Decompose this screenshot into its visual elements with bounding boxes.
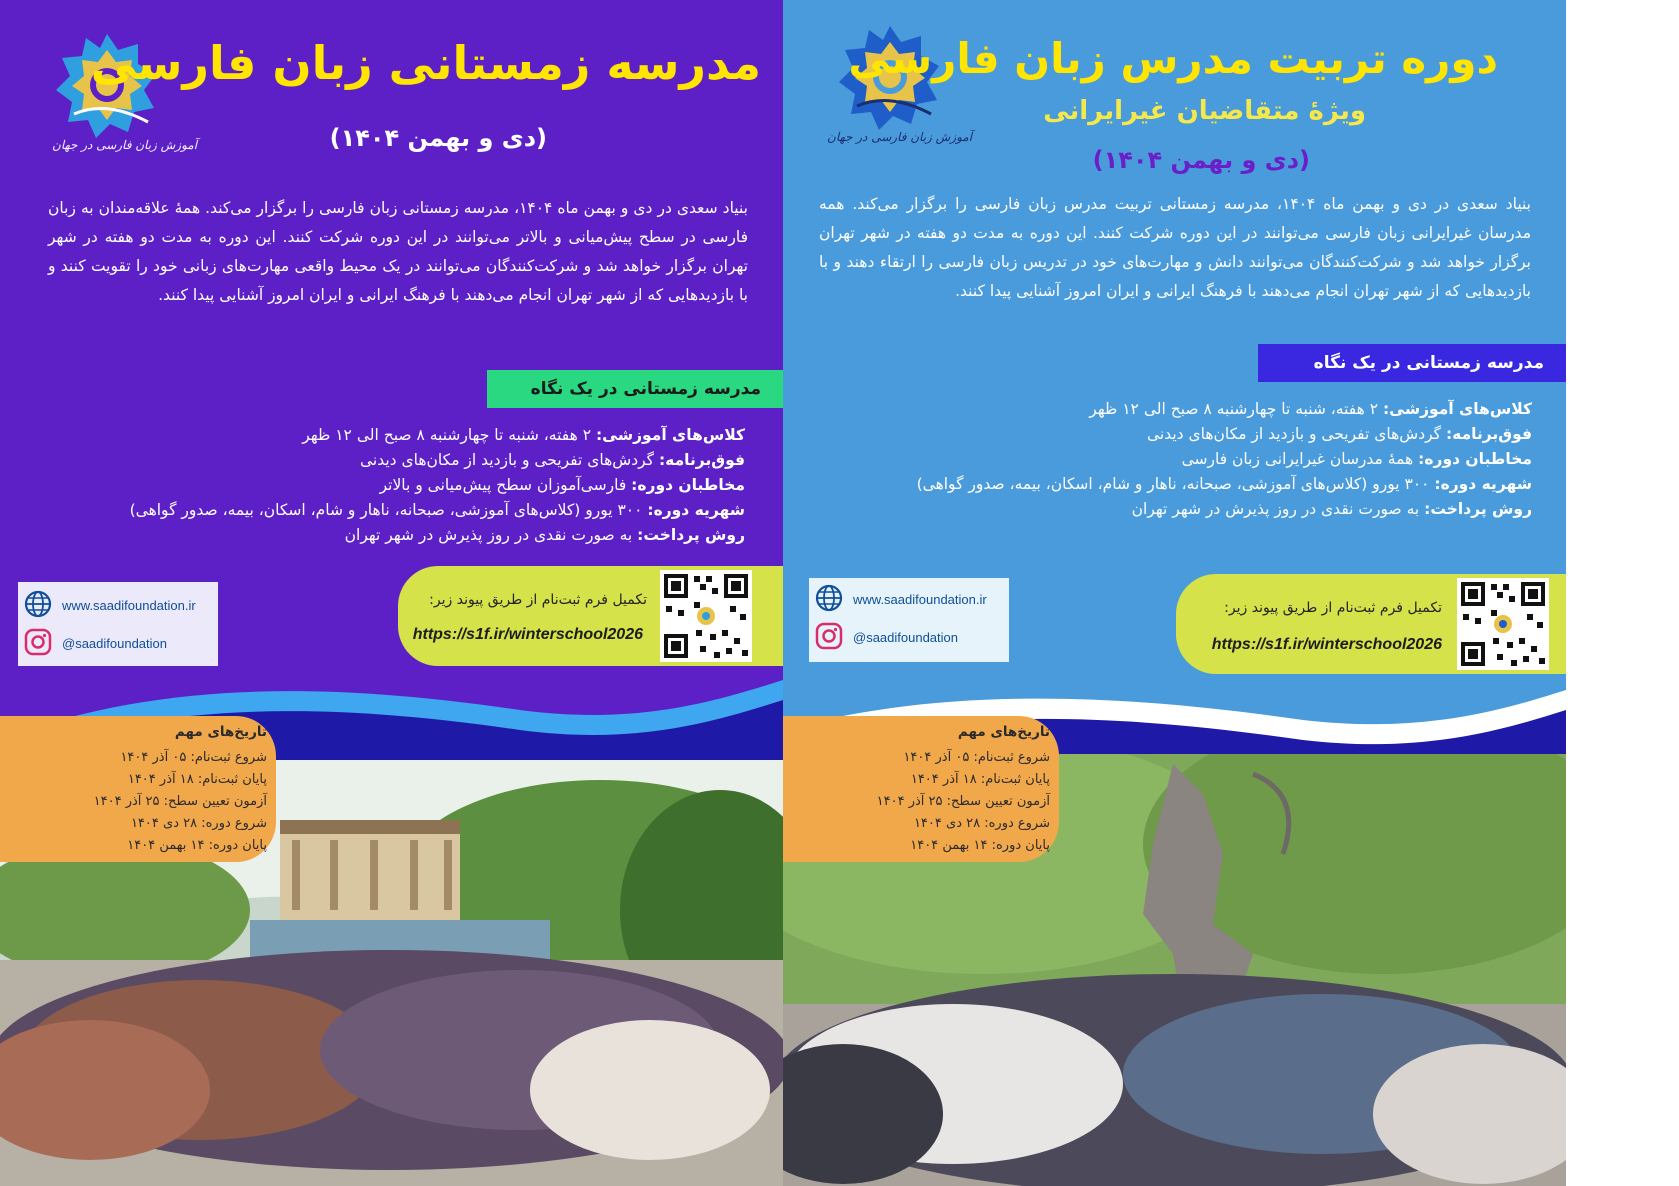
contact-box: [18, 582, 218, 666]
date-item: پایان دوره: ۱۴ بهمن ۱۴۰۴: [127, 838, 267, 853]
date-item: شروع دوره: ۲۸ دی ۱۴۰۴: [913, 816, 1050, 831]
date-item: پایان دوره: ۱۴ بهمن ۱۴۰۴: [910, 838, 1050, 853]
registration-link[interactable]: https://s1f.ir/winterschool2026: [1211, 636, 1442, 653]
registration-text: تکمیل فرم ثبت‌نام از طریق پیوند زیر:: [1224, 600, 1442, 616]
fact-row: فوق‌برنامه: گردش‌های تفریحی و بازدید از مکان‌های دیدنی: [1147, 425, 1532, 443]
date-item: شروع ثبت‌نام: ۰۵ آذر ۱۴۰۴: [903, 750, 1050, 765]
poster-date-range: (دی و بهمن ۱۴۰۴): [1092, 146, 1310, 174]
instagram-link[interactable]: @saadifoundation: [815, 622, 958, 652]
fact-row: شهریه دوره: ۳۰۰ یورو (کلاس‌های آموزشی، صبحانه، ناهار و شام، اسکان، بیمه، صدور گواهی): [916, 475, 1532, 493]
fact-row: مخاطبان دوره: فارسی‌آموزان سطح پیش‌میانی و بالاتر: [379, 476, 745, 494]
at-a-glance-heading: مدرسه زمستانی در یک نگاه: [1258, 344, 1566, 382]
winter-school-poster: [0, 0, 783, 1186]
facts-list: [130, 423, 745, 548]
globe-icon: [815, 584, 843, 615]
important-dates-title: تاریخ‌های مهم: [957, 724, 1050, 740]
at-a-glance-heading: مدرسه زمستانی در یک نگاه: [487, 370, 783, 408]
registration-text: تکمیل فرم ثبت‌نام از طریق پیوند زیر:: [429, 592, 647, 608]
date-item: آزمون تعیین سطح: ۲۵ آذر ۱۴۰۴: [93, 794, 267, 809]
qr-code-icon[interactable]: [1457, 578, 1549, 670]
fact-row: روش پرداخت: به صورت نقدی در روز پذیرش در شهر تهران: [344, 526, 745, 544]
fact-row: شهریه دوره: ۳۰۰ یورو (کلاس‌های آموزشی، صبحانه، ناهار و شام، اسکان، بیمه، صدور گواهی): [129, 501, 745, 519]
instagram-link[interactable]: @saadifoundation: [24, 628, 167, 658]
date-item: شروع ثبت‌نام: ۰۵ آذر ۱۴۰۴: [120, 750, 267, 765]
fact-row: روش پرداخت: به صورت نقدی در روز پذیرش در شهر تهران: [1131, 500, 1532, 518]
website-link[interactable]: www.saadifoundation.ir: [815, 584, 987, 614]
important-dates-title: تاریخ‌های مهم: [174, 724, 267, 740]
poster-title: دوره تربیت مدرس زبان فارسی: [848, 34, 1498, 83]
date-item: پایان ثبت‌نام: ۱۸ آذر ۱۴۰۴: [910, 772, 1050, 787]
poster-subtitle: ویژهٔ متقاضیان غیرایرانی: [1043, 96, 1366, 126]
instagram-icon: [815, 622, 843, 653]
qr-code-icon[interactable]: [660, 570, 752, 662]
poster-subtitle: (دی و بهمن ۱۴۰۴): [329, 124, 547, 152]
fact-row: مخاطبان دوره: همهٔ مدرسان غیرایرانی زبان فارسی: [1181, 450, 1532, 468]
intro-paragraph: بنیاد سعدی در دی و بهمن ماه ۱۴۰۴، مدرسه زمستانی زبان فارسی را برگزار می‌کند. همهٔ علاقه‌مندان به زبان فارسی در سطح پیش‌میانی و بالاتر می‌توانند در این دوره شرکت کنند. این دوره به مدت دو هفته در شهر تهران برگزار خواهد شد و شرکت‌کنندگان می‌توانند در یک محیط واقعی مهارت‌های زبانی خود را تقویت کنند و با بازدیدهایی که از شهر تهران انجام می‌دهند با فرهنگ ایرانی و ایران امروز آشنایی پیدا کنند.: [48, 199, 748, 304]
intro-paragraph: بنیاد سعدی در دی و بهمن ماه ۱۴۰۴، مدرسه زمستانی تربیت مدرس زبان فارسی را برگزار می‌کند. همه مدرسان غیرایرانی زبان فارسی می‌توانند در این دوره شرکت کنند. این دوره به مدت دو هفته در شهر تهران برگزار خواهد شد و شرکت‌کنندگان می‌توانند دانش و مهارت‌های خود در تدریس زبان فارسی را ارتقاء دهند و با بازدیدهایی که از شهر تهران انجام می‌دهند با فرهنگ ایرانی و ایران امروز آشنایی پیدا کنند.: [819, 195, 1531, 300]
logo-caption: آموزش زبان فارسی در جهان: [827, 130, 973, 144]
facts-list: [917, 397, 1532, 522]
teacher-training-poster: [783, 0, 1566, 1186]
logo-caption: آموزش زبان فارسی در جهان: [52, 138, 198, 152]
fact-row: کلاس‌های آموزشی: ۲ هفته، شنبه تا چهارشنبه ۸ صبح الی ۱۲ ظهر: [302, 426, 745, 444]
instagram-icon: [24, 628, 52, 659]
fact-row: کلاس‌های آموزشی: ۲ هفته، شنبه تا چهارشنبه ۸ صبح الی ۱۲ ظهر: [1089, 400, 1532, 418]
website-link[interactable]: www.saadifoundation.ir: [24, 590, 196, 620]
globe-icon: [24, 590, 52, 621]
date-item: پایان ثبت‌نام: ۱۸ آذر ۱۴۰۴: [127, 772, 267, 787]
registration-link[interactable]: https://s1f.ir/winterschool2026: [412, 626, 643, 643]
contact-box: [809, 578, 1009, 662]
poster-title: مدرسه زمستانی زبان فارسی: [90, 36, 761, 90]
date-item: شروع دوره: ۲۸ دی ۱۴۰۴: [130, 816, 267, 831]
fact-row: فوق‌برنامه: گردش‌های تفریحی و بازدید از مکان‌های دیدنی: [360, 451, 745, 469]
date-item: آزمون تعیین سطح: ۲۵ آذر ۱۴۰۴: [876, 794, 1050, 809]
